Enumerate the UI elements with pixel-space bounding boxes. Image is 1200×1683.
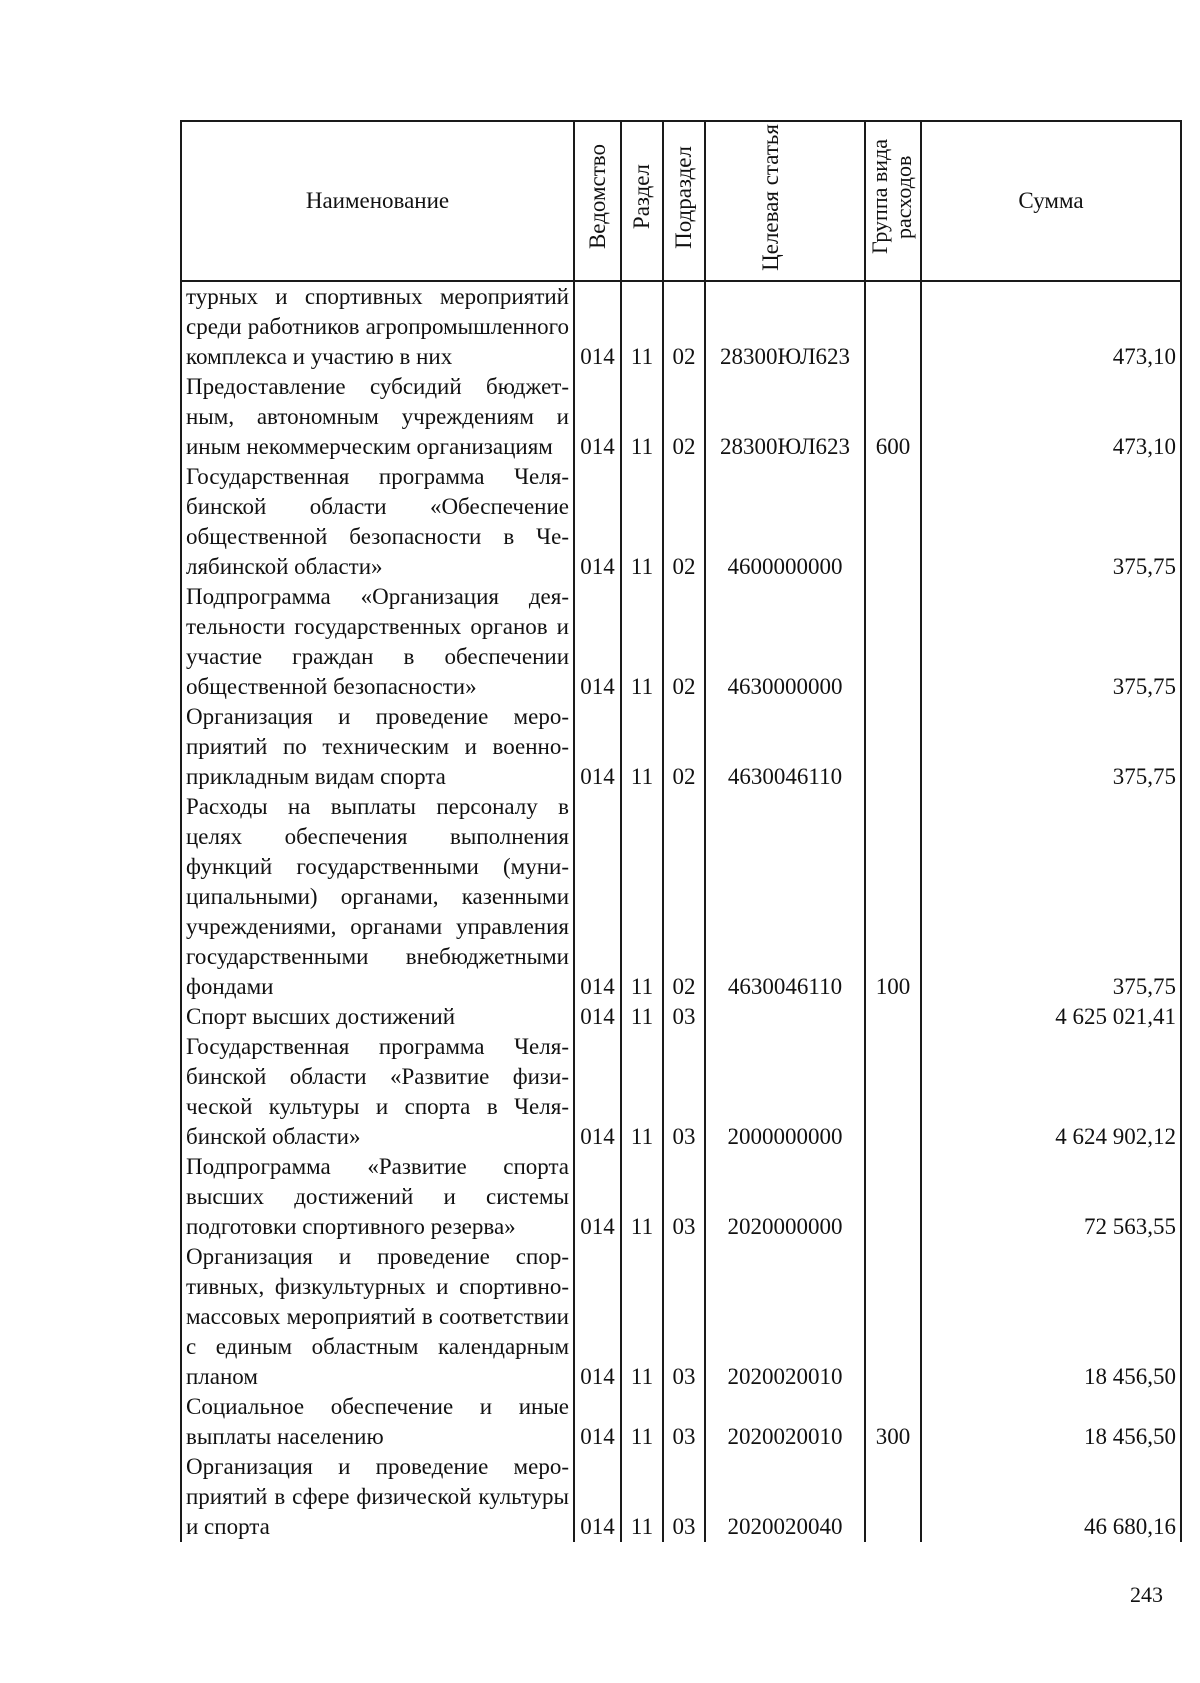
- cell-summa: 375,75: [921, 702, 1181, 792]
- cell-podrazdel: 03: [663, 1242, 705, 1392]
- cell-vedomstvo: 014: [574, 1452, 621, 1542]
- cell-vedomstvo: 014: [574, 792, 621, 1002]
- cell-summa: 18 456,50: [921, 1242, 1181, 1392]
- cell-podrazdel: 02: [663, 281, 705, 372]
- table-row: [181, 1452, 1181, 1542]
- cell-name: Организация и проведение мероприятий по техническим и военно-прикладным видам спорта: [181, 702, 574, 792]
- cell-razdel: 11: [621, 1032, 663, 1152]
- cell-gruppa: [865, 1032, 921, 1152]
- cell-razdel: 11: [621, 1452, 663, 1542]
- cell-name: Подпрограмма «Организация деятельности государственных органов и участие граждан в обеспечении общественной безопасности»: [181, 582, 574, 702]
- cell-vedomstvo: 014: [574, 1242, 621, 1392]
- cell-vedomstvo: 014: [574, 1032, 621, 1152]
- table-row: [181, 1242, 1181, 1392]
- cell-gruppa: 100: [865, 792, 921, 1002]
- cell-razdel: 11: [621, 792, 663, 1002]
- budget-table: [180, 120, 1182, 1542]
- cell-gruppa: 600: [865, 372, 921, 462]
- cell-gruppa: [865, 1242, 921, 1392]
- cell-summa: 473,10: [921, 281, 1181, 372]
- budget-table-container: [180, 120, 1180, 1542]
- cell-podrazdel: 03: [663, 1002, 705, 1032]
- cell-summa: 375,75: [921, 582, 1181, 702]
- cell-summa: 72 563,55: [921, 1152, 1181, 1242]
- cell-gruppa: [865, 281, 921, 372]
- cell-celevaya-statya: 28300ЮЛ623: [705, 372, 865, 462]
- cell-name: Расходы на выплаты персоналу в целях обеспечения выполнения функций государственными (муниципальными) органами, казенными учреждениями, органами управления государственными внебюджетными фондами: [181, 792, 574, 1002]
- cell-gruppa: [865, 582, 921, 702]
- table-row: [181, 462, 1181, 582]
- table-row: [181, 582, 1181, 702]
- table-row: [181, 281, 1181, 372]
- cell-podrazdel: 02: [663, 462, 705, 582]
- cell-vedomstvo: 014: [574, 582, 621, 702]
- cell-name: турных и спортивных мероприятий среди работников агропромышленного комплекса и участию в них: [181, 281, 574, 372]
- cell-podrazdel: 02: [663, 792, 705, 1002]
- table-row: [181, 1152, 1181, 1242]
- cell-summa: 4 625 021,41: [921, 1002, 1181, 1032]
- cell-gruppa: [865, 462, 921, 582]
- cell-podrazdel: 03: [663, 1452, 705, 1542]
- cell-razdel: 11: [621, 462, 663, 582]
- cell-celevaya-statya: 2020020010: [705, 1242, 865, 1392]
- cell-summa: 46 680,16: [921, 1452, 1181, 1542]
- cell-podrazdel: 02: [663, 582, 705, 702]
- cell-celevaya-statya: 4630000000: [705, 582, 865, 702]
- cell-celevaya-statya: 28300ЮЛ623: [705, 281, 865, 372]
- cell-vedomstvo: 014: [574, 372, 621, 462]
- header-name: Наименование: [181, 121, 574, 281]
- cell-summa: 473,10: [921, 372, 1181, 462]
- cell-razdel: 11: [621, 372, 663, 462]
- cell-vedomstvo: 014: [574, 702, 621, 792]
- cell-razdel: 11: [621, 582, 663, 702]
- cell-vedomstvo: 014: [574, 1002, 621, 1032]
- table-header-row: [181, 121, 1181, 281]
- table-row: [181, 1002, 1181, 1032]
- cell-razdel: 11: [621, 1002, 663, 1032]
- cell-summa: 18 456,50: [921, 1392, 1181, 1452]
- cell-gruppa: [865, 702, 921, 792]
- cell-celevaya-statya: [705, 1002, 865, 1032]
- cell-name: Государственная программа Челябинской области «Обеспечение общественной безопасности в Челябинской области»: [181, 462, 574, 582]
- cell-podrazdel: 02: [663, 372, 705, 462]
- cell-celevaya-statya: 4630046110: [705, 792, 865, 1002]
- cell-gruppa: 300: [865, 1392, 921, 1452]
- table-row: [181, 702, 1181, 792]
- cell-name: Организация и проведение спортивных, физкультурных и спортивно-массовых мероприятий в соответствии с единым областным календарным планом: [181, 1242, 574, 1392]
- table-row: [181, 1392, 1181, 1452]
- header-vedomstvo: Ведомство: [574, 121, 621, 281]
- cell-podrazdel: 03: [663, 1032, 705, 1152]
- cell-celevaya-statya: 2020020010: [705, 1392, 865, 1452]
- cell-gruppa: [865, 1152, 921, 1242]
- table-row: [181, 1032, 1181, 1152]
- cell-name: Государственная программа Челябинской области «Развитие физической культуры и спорта в Челябинской области»: [181, 1032, 574, 1152]
- header-summa: Сумма: [921, 121, 1181, 281]
- cell-vedomstvo: 014: [574, 281, 621, 372]
- cell-podrazdel: 02: [663, 702, 705, 792]
- cell-razdel: 11: [621, 1392, 663, 1452]
- table-row: [181, 792, 1181, 1002]
- cell-celevaya-statya: 2000000000: [705, 1032, 865, 1152]
- header-podrazdel: Подраздел: [663, 121, 705, 281]
- cell-razdel: 11: [621, 1152, 663, 1242]
- cell-summa: 4 624 902,12: [921, 1032, 1181, 1152]
- header-gruppa-vida-rashodov: Группа вида расходов: [865, 121, 921, 281]
- cell-gruppa: [865, 1452, 921, 1542]
- cell-celevaya-statya: 2020020040: [705, 1452, 865, 1542]
- cell-celevaya-statya: 4630046110: [705, 702, 865, 792]
- cell-summa: 375,75: [921, 462, 1181, 582]
- cell-podrazdel: 03: [663, 1152, 705, 1242]
- header-celevaya-statya: Целевая статья: [705, 121, 865, 281]
- cell-name: Предоставление субсидий бюджетным, автономным учреждениям и иным некоммерческим организациям: [181, 372, 574, 462]
- cell-razdel: 11: [621, 702, 663, 792]
- page-number: 243: [1130, 1582, 1163, 1607]
- cell-podrazdel: 03: [663, 1392, 705, 1452]
- cell-gruppa: [865, 1002, 921, 1032]
- cell-razdel: 11: [621, 1242, 663, 1392]
- cell-celevaya-statya: 2020000000: [705, 1152, 865, 1242]
- cell-razdel: 11: [621, 281, 663, 372]
- cell-vedomstvo: 014: [574, 1152, 621, 1242]
- cell-celevaya-statya: 4600000000: [705, 462, 865, 582]
- cell-name: Подпрограмма «Развитие спорта высших достижений и системы подготовки спортивного резерва»: [181, 1152, 574, 1242]
- cell-vedomstvo: 014: [574, 1392, 621, 1452]
- cell-name: Социальное обеспечение и иные выплаты населению: [181, 1392, 574, 1452]
- cell-vedomstvo: 014: [574, 462, 621, 582]
- cell-name: Спорт высших достижений: [181, 1002, 574, 1032]
- cell-summa: 375,75: [921, 792, 1181, 1002]
- cell-name: Организация и проведение мероприятий в сфере физической культуры и спорта: [181, 1452, 574, 1542]
- table-row: [181, 372, 1181, 462]
- header-razdel: Раздел: [621, 121, 663, 281]
